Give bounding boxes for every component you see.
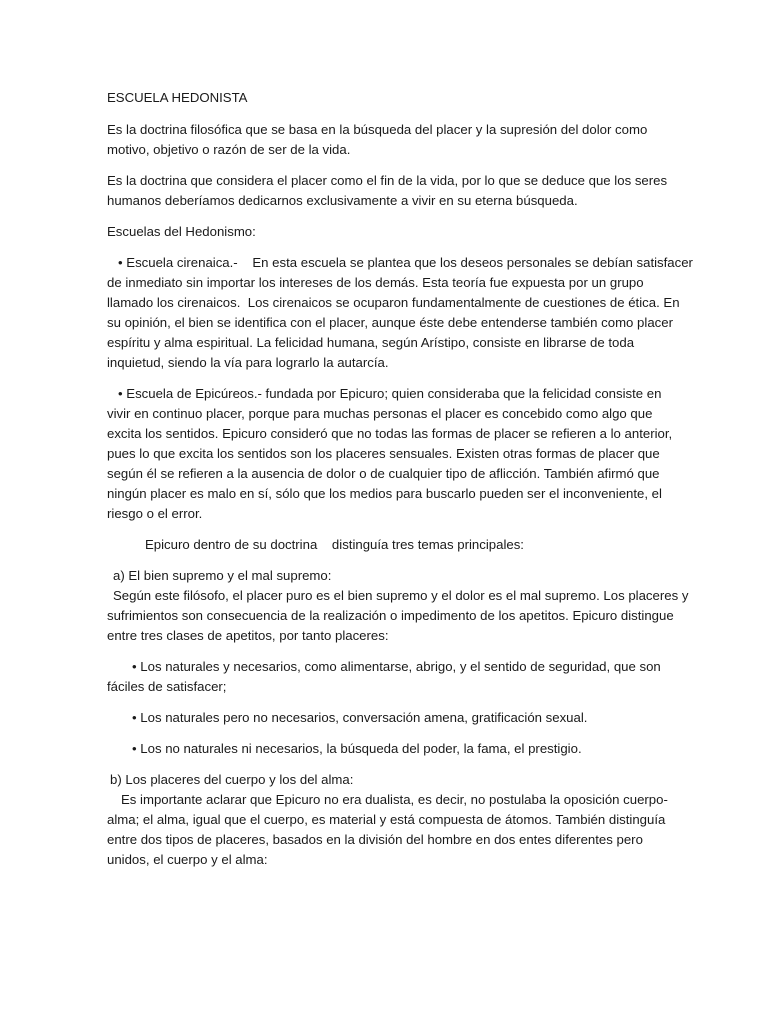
text-line: Epicuro dentro de su doctrina distinguía tres temas principales: bbox=[145, 537, 524, 552]
text-line: riesgo o el error. bbox=[107, 506, 203, 521]
bullet-item-start: • Escuela de Epicúreos.- fundada por Epicuro; quien consideraba que la felicidad consiste en bbox=[118, 386, 662, 401]
text-line: Es la doctrina filosófica que se basa en la búsqueda del placer y la supresión del dolor como bbox=[107, 122, 648, 137]
subsection-heading: a) El bien supremo y el mal supremo: bbox=[113, 568, 332, 583]
text-line: entre dos tipos de placeres, basados en la división del hombre en dos entes diferentes pero bbox=[107, 832, 643, 847]
text-line: unidos, el cuerpo y el alma: bbox=[107, 852, 268, 867]
text-line: entre tres clases de apetitos, por tanto placeres: bbox=[107, 628, 389, 643]
document-title: ESCUELA HEDONISTA bbox=[107, 90, 248, 105]
text-line: espíritu y alma espiritual. La felicidad humana, según Arístipo, consiste en librarse de toda bbox=[107, 335, 635, 350]
subsection-heading: b) Los placeres del cuerpo y los del alma: bbox=[110, 772, 354, 787]
text-line: sufrimientos son consecuencia de la realización o impedimento de los apetitos. Epicuro distingue bbox=[107, 608, 674, 623]
text-line: vivir en continuo placer, porque para muchas personas el placer es concebido como algo que bbox=[107, 406, 653, 421]
text-line: excita los sentidos. Epicuro consideró que no todas las formas de placer se refieren a lo anterior, bbox=[107, 426, 673, 441]
text-line: llamado los cirenaicos. Los cirenaicos se ocuparon fundamentalmente de cuestiones de ética. En bbox=[107, 295, 680, 310]
text-line: ningún placer es malo en sí, sólo que los medios para buscarlo pueden ser el inconveniente, el bbox=[107, 486, 662, 501]
text-line: fáciles de satisfacer; bbox=[107, 679, 227, 694]
text-line: su opinión, el bien se identifica con el placer, aunque éste debe entenderse también como placer bbox=[107, 315, 673, 330]
section-heading: Escuelas del Hedonismo: bbox=[107, 224, 256, 239]
text-line: pues lo que excita los sentidos son los placeres sensuales. Existen otras formas de placer que bbox=[107, 446, 660, 461]
text-line: motivo, objetivo o razón de ser de la vida. bbox=[107, 142, 351, 157]
text-line: humanos deberíamos dedicarnos exclusivamente a vivir en su eterna búsqueda. bbox=[107, 193, 578, 208]
bullet-item-start: • Los naturales y necesarios, como alimentarse, abrigo, y el sentido de seguridad, que son bbox=[132, 659, 661, 674]
bullet-item-start: • Los naturales pero no necesarios, conversación amena, gratificación sexual. bbox=[132, 710, 588, 725]
text-line: de inmediato sin importar los intereses de los demás. Esta teoría fue expuesta por un grupo bbox=[107, 275, 644, 290]
text-line: Según este filósofo, el placer puro es el bien supremo y el dolor es el mal supremo. Los placeres y bbox=[113, 588, 689, 603]
text-line: según él se refieren a la ausencia de dolor o de cualquier tipo de aflicción. También afirmó que bbox=[107, 466, 660, 481]
text-line: alma; el alma, igual que el cuerpo, es material y está compuesta de átomos. También distinguía bbox=[107, 812, 666, 827]
text-line: inquietud, siendo la vía para lograrlo la autarcía. bbox=[107, 355, 389, 370]
bullet-item-start: • Escuela cirenaica.- En esta escuela se plantea que los deseos personales se debían satisfacer bbox=[118, 255, 693, 270]
text-line: Es la doctrina que considera el placer como el fin de la vida, por lo que se deduce que los seres bbox=[107, 173, 668, 188]
bullet-item-start: • Los no naturales ni necesarios, la búsqueda del poder, la fama, el prestigio. bbox=[132, 741, 582, 756]
text-line: Es importante aclarar que Epicuro no era dualista, es decir, no postulaba la oposición cuerpo- bbox=[121, 792, 668, 807]
